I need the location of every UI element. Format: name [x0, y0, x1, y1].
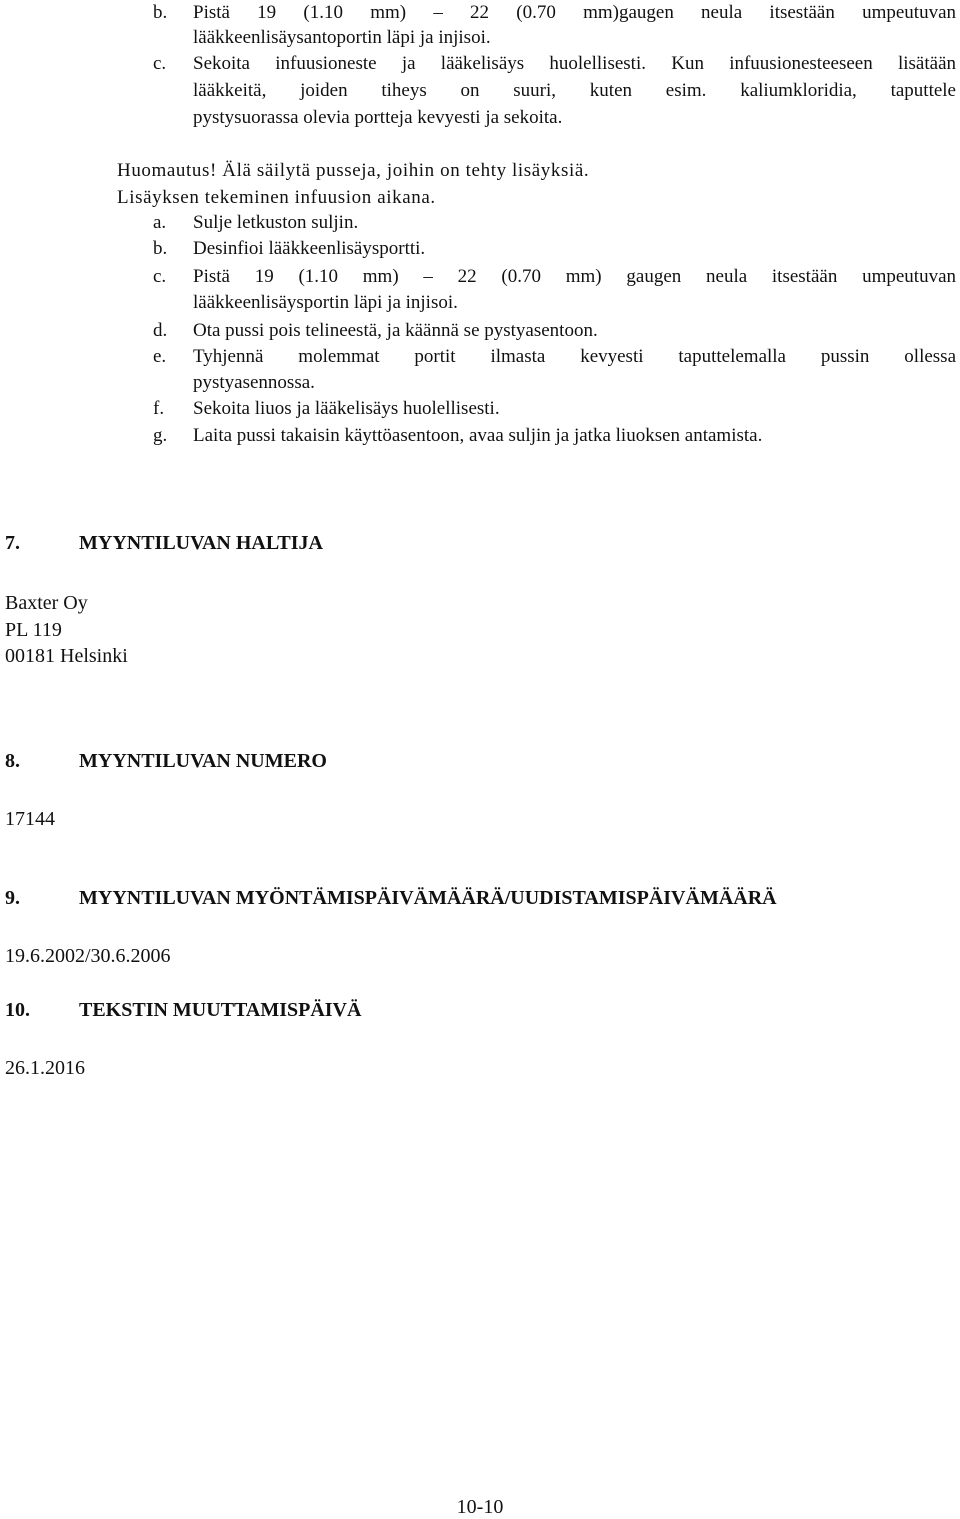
- revision-date: 26.1.2016: [5, 1057, 85, 1079]
- license-dates: 19.6.2002/30.6.2006: [5, 945, 171, 967]
- step-label: c.: [153, 266, 167, 287]
- section-title: MYYNTILUVAN MYÖNTÄMISPÄIVÄMÄÄRÄ/UUDISTAMISPÄIVÄMÄÄRÄ: [79, 887, 777, 909]
- list-text: lääkkeitä, joiden tiheys on suuri, kuten esim. kaliumkloridia, taputtele: [193, 80, 956, 101]
- section-number: 10.: [5, 999, 30, 1021]
- list-text: pystysuorassa olevia portteja kevyesti ja sekoita.: [193, 107, 563, 128]
- section-title: TEKSTIN MUUTTAMISPÄIVÄ: [79, 999, 362, 1021]
- list-label: c.: [153, 53, 167, 74]
- step-text: Ota pussi pois telineestä, ja käännä se pystyasentoon.: [193, 320, 598, 341]
- step-label: b.: [153, 238, 168, 259]
- step-text: Laita pussi takaisin käyttöasentoon, avaa suljin ja jatka liuoksen antamista.: [193, 425, 763, 446]
- note-subheading: Lisäyksen tekeminen infuusion aikana.: [117, 187, 436, 208]
- section-title: MYYNTILUVAN NUMERO: [79, 750, 327, 772]
- section-title: MYYNTILUVAN HALTIJA: [79, 532, 323, 554]
- step-label: f.: [153, 398, 165, 419]
- holder-name: Baxter Oy: [5, 592, 88, 614]
- section-number: 8.: [5, 750, 20, 772]
- holder-po-box: PL 119: [5, 619, 62, 641]
- list-text: lääkkeenlisäysantoportin läpi ja injisoi.: [193, 27, 491, 48]
- step-text: Tyhjennä molemmat portit ilmasta kevyesti taputtelemalla pussin ollessa: [193, 346, 956, 367]
- section-number: 7.: [5, 532, 20, 554]
- note-text: Huomautus! Älä säilytä pusseja, joihin on tehty lisäyksiä.: [117, 160, 590, 181]
- list-text: Sekoita infuusioneste ja lääkelisäys huolellisesti. Kun infuusionesteeseen lisätään: [193, 53, 956, 74]
- step-text: Sulje letkuston suljin.: [193, 212, 359, 233]
- step-label: a.: [153, 212, 167, 233]
- list-text: Pistä 19 (1.10 mm) – 22 (0.70 mm)gaugen neula itsestään umpeutuvan: [193, 2, 956, 23]
- step-text: lääkkeenlisäysportin läpi ja injisoi.: [193, 292, 458, 313]
- step-text: Desinfioi lääkkeenlisäysportti.: [193, 238, 426, 259]
- step-label: d.: [153, 320, 168, 341]
- list-label: b.: [153, 2, 168, 23]
- step-text: Sekoita liuos ja lääkelisäys huolellisesti.: [193, 398, 500, 419]
- holder-city: 00181 Helsinki: [5, 645, 128, 667]
- license-number: 17144: [5, 808, 55, 830]
- step-text: pystyasennossa.: [193, 372, 315, 393]
- step-label: e.: [153, 346, 167, 367]
- section-number: 9.: [5, 887, 20, 909]
- step-label: g.: [153, 425, 168, 446]
- page-number: 10-10: [456, 1496, 504, 1518]
- step-text: Pistä 19 (1.10 mm) – 22 (0.70 mm) gaugen neula itsestään umpeutuvan: [193, 266, 956, 287]
